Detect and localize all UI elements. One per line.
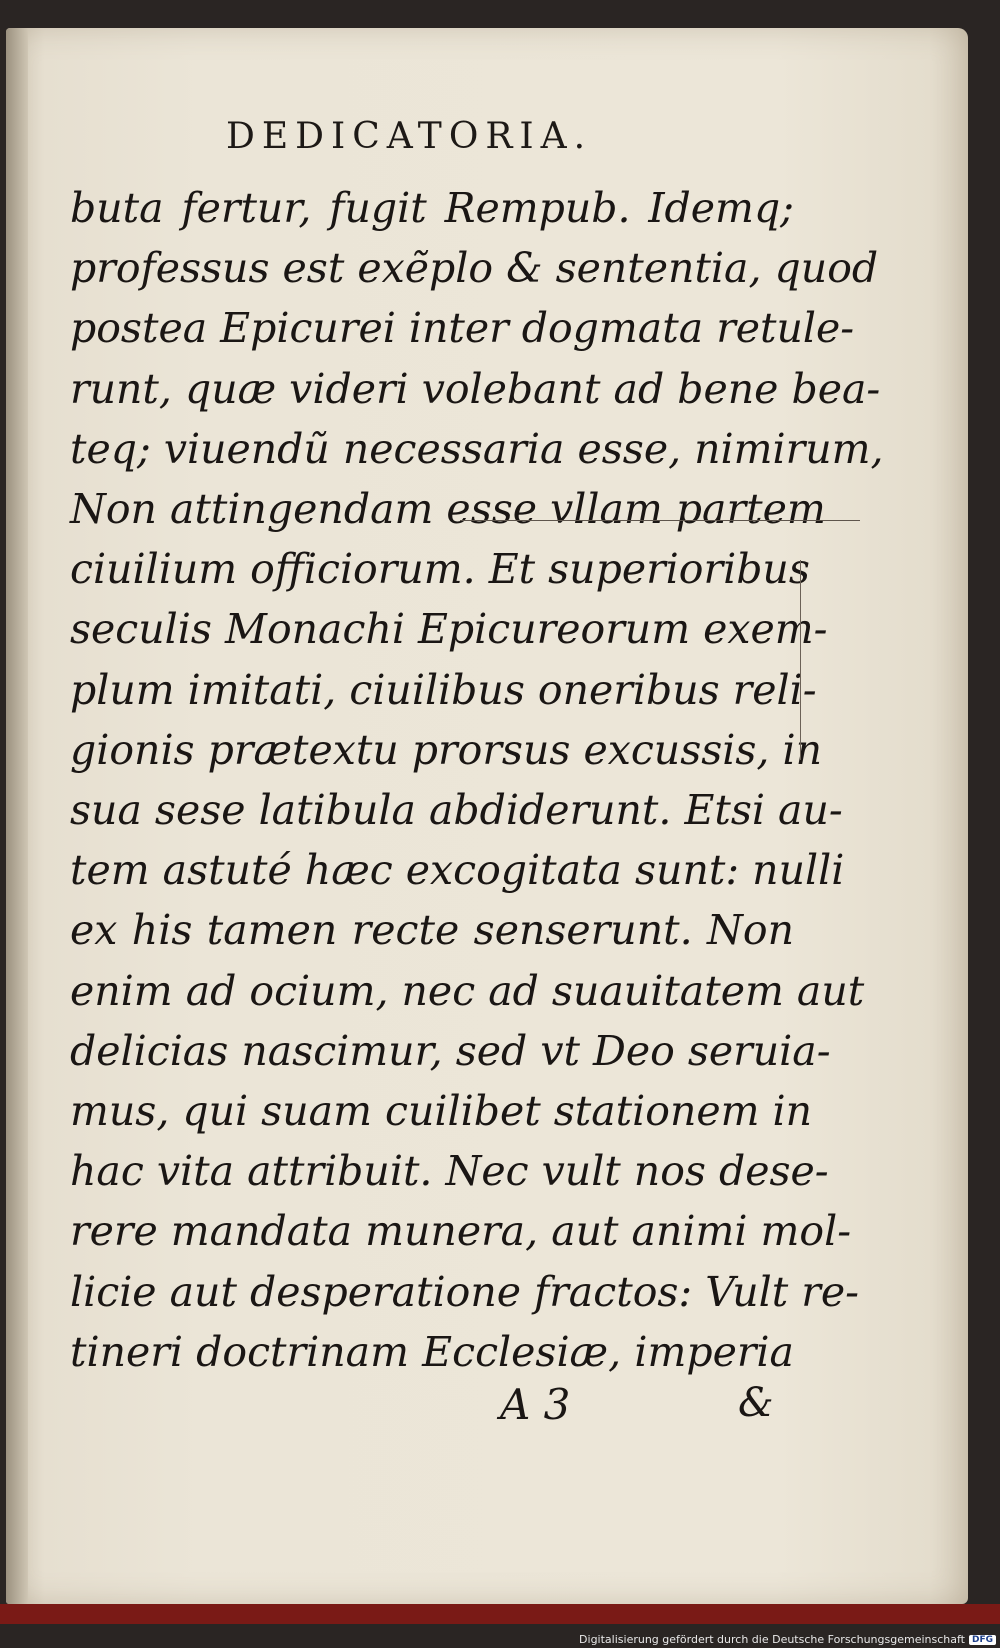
body-text [70,178,884,1382]
running-header: DEDICATORIA. [226,116,593,157]
text-line: seculis Monachi Epicureorum exem- [70,605,828,654]
credit-text: Digitalisierung gefördert durch die Deutsche Forschungsgemeinschaft [579,1633,965,1646]
text-line: professus est exẽplo & sententia, quod [70,244,879,293]
text-line: sua sese latibula abdiderunt. Etsi au- [70,786,843,835]
text-line: tem astuté hæc excogitata sunt: nulli [70,846,845,895]
text-line: ex his tamen recte senserunt. Non [70,906,794,955]
text-line: ciuilium officiorum. Et superioribus [70,545,810,594]
digitization-credit [579,1633,996,1646]
text-line: gionis prætextu prorsus excussis, in [70,725,823,774]
text-line: Non attingendam esse vllam partem [70,485,826,534]
text-line: teq; viuendũ necessaria esse, nimirum, [70,424,884,473]
text-line: plum imitati, ciuilibus oneribus reli- [70,665,817,714]
signature-mark: A 3 [500,1380,571,1429]
text-line: postea Epicurei inter dogmata retule- [70,304,855,353]
text-line: tineri doctrinam Ecclesiæ, imperia [70,1327,794,1376]
text-line: mus, qui suam cuilibet stationem in [70,1087,813,1136]
text-line: delicias nascimur, sed vt Deo seruia- [70,1026,831,1075]
catchword: & [738,1380,774,1426]
text-line: enim ad ocium, nec ad suauitatem aut [70,966,865,1015]
page-gutter [6,28,28,1604]
text-line: rere mandata munera, aut animi mol- [70,1207,852,1256]
text-line: licie aut desperatione fractos: Vult re- [70,1267,859,1316]
dfg-logo-icon: DFG [969,1635,996,1645]
text-line: hac vita attribuit. Nec vult nos dese- [70,1147,829,1196]
handwritten-underline [460,520,860,521]
page-edge-band [0,1604,1000,1624]
text-line: runt, quæ videri volebant ad bene bea- [70,364,881,413]
margin-bracket-mark [800,560,801,760]
text-line: buta fertur, fugit Rempub. Idemq; [70,184,794,232]
